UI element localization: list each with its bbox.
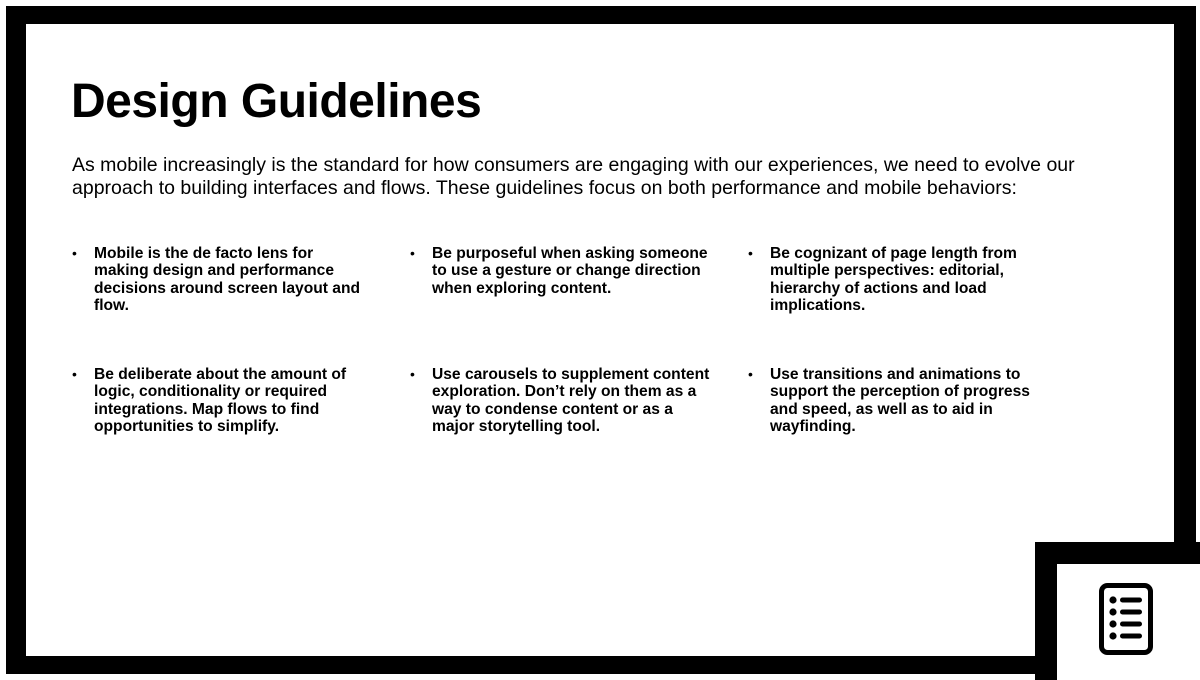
guideline-item <box>748 366 1048 435</box>
document-list-icon <box>1099 583 1153 655</box>
guidelines-list <box>72 245 1112 435</box>
guideline-item <box>72 366 372 435</box>
guideline-text: Mobile is the de facto lens for making design and performance decisions around screen layout and flow. <box>94 245 361 314</box>
bullet-icon: • <box>72 366 77 383</box>
guideline-item <box>410 366 710 435</box>
guideline-text: Be deliberate about the amount of logic, conditionality or required integrations. Map flows to find opportunities to simplify. <box>94 366 347 436</box>
intro-paragraph: As mobile increasingly is the standard for how consumers are engaging with our experiences, we need to evolve our approach to building interfaces and flows. These guidelines focus on both performance and mobile behaviors: <box>72 154 1075 199</box>
bullet-icon: • <box>72 245 77 261</box>
guideline-item <box>410 245 710 314</box>
guideline-text: Use carousels to supplement content exploration. Don’t rely on them as a way to condense content or as a major storytelling tool. <box>432 366 710 436</box>
bullet-icon: • <box>748 366 753 383</box>
bullet-icon: • <box>410 245 415 261</box>
guideline-item <box>72 245 372 314</box>
guideline-text: Be purposeful when asking someone to use a gesture or change direction when exploring content. <box>432 245 708 297</box>
page-title: Design Guidelines <box>71 75 482 128</box>
bullet-icon: • <box>748 245 753 261</box>
guideline-text: Be cognizant of page length from multiple perspectives: editorial, hierarchy of actions and load implications. <box>770 245 1017 314</box>
guideline-item <box>748 245 1048 314</box>
bullet-icon: • <box>410 366 415 383</box>
guideline-text: Use transitions and animations to support the perception of progress and speed, as well as to aid in wayfinding. <box>770 366 1030 436</box>
